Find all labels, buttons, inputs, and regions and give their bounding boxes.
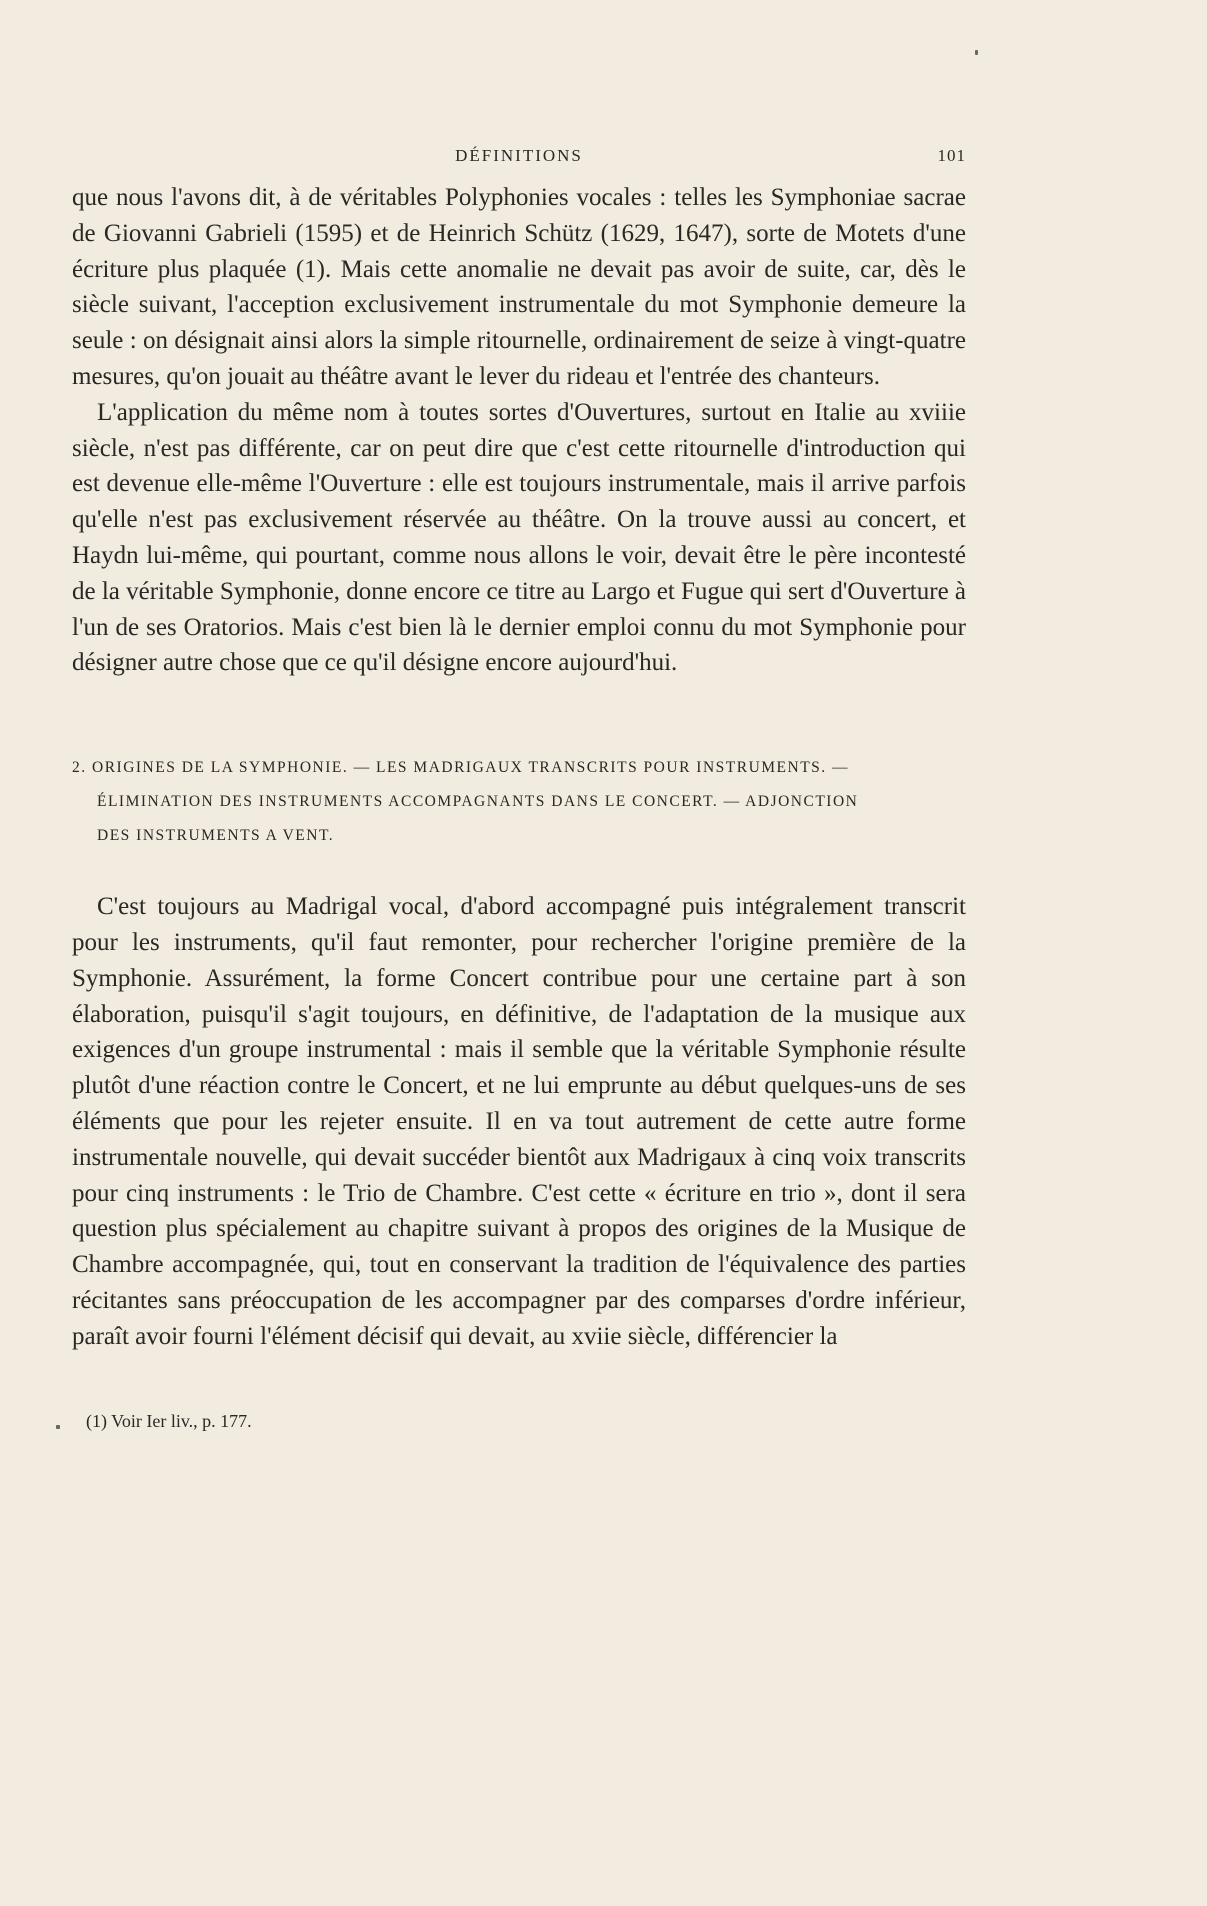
paper-speck bbox=[975, 50, 978, 55]
paper-speck bbox=[56, 1425, 60, 1429]
section-heading bbox=[72, 751, 966, 853]
running-title: DÉFINITIONS bbox=[455, 146, 583, 165]
page-number: 101 bbox=[937, 146, 966, 165]
paragraph-origines: C'est toujours au Madrigal vocal, d'abord accompagné puis intégralement transcrit pour les instruments, qu'il faut remonter, pour rechercher l'origine première de la Symphonie. Assurément, la forme Concert contribue pour une certaine part à son élaboration, puisqu'il s'agit toujours, en définitive, de l'adaptation de la musique aux exigences d'un groupe instrumental : mais il semble que la véritable Symphonie résulte plutôt d'une réaction contre le Concert, et ne lui emprunte au début quelques-uns de ses éléments que pour les rejeter ensuite. Il en va tout autrement de cette autre forme instrumentale nouvelle, qui devait succéder bientôt aux Madrigaux à cinq voix transcrits pour cinq instruments : le Trio de Chambre. C'est cette « écriture en trio », dont il sera question plus spécialement au chapitre suivant à propos des origines de la Musique de Chambre accompagnée, qui, tout en conservant la tradition de l'équivalence des parties récitantes sans préoccupation de les accompagner par des comparses d'ordre inférieur, paraît avoir fourni l'élément décisif qui devait, au xviie siècle, différencier la bbox=[72, 893, 966, 1350]
section-body bbox=[72, 889, 966, 1354]
section-heading-line-3: DES INSTRUMENTS A VENT. bbox=[97, 827, 335, 845]
page bbox=[72, 140, 966, 1432]
paragraph-continued: que nous l'avons dit, à de véritables Polyphonies vocales : telles les Symphoniae sacrae de Giovanni Gabrieli (1595) et de Heinrich Schütz (1629, 1647), sorte de Motets d'une écriture plus plaquée (1). Mais cette anomalie ne devait pas avoir de suite, car, dès le siècle suivant, l'acception exclusivement instrumentale du mot Symphonie demeure la seule : on désignait ainsi alors la simple ritournelle, ordinairement de seize à vingt-quatre mesures, qu'on jouait au théâtre avant le lever du rideau et l'entrée des chanteurs. bbox=[72, 184, 966, 390]
paragraph-ouvertures: L'application du même nom à toutes sortes d'Ouvertures, surtout en Italie au xviiie siècle, n'est pas différente, car on peut dire que c'est cette ritournelle d'introduction qui est devenue elle-même l'Ouverture : elle est toujours instrumentale, mais il arrive parfois qu'elle n'est pas exclusivement réservée au théâtre. On la trouve aussi au concert, et Haydn lui-même, qui pourtant, comme nous allons le voir, devait être le père incontesté de la véritable Symphonie, donne encore ce titre au Largo et Fugue qui sert d'Ouverture à l'un de ses Oratorios. Mais c'est bien là le dernier emploi connu du mot Symphonie pour désigner autre chose que ce qu'il désigne encore aujourd'hui. bbox=[72, 398, 967, 677]
section-heading-line-2: ÉLIMINATION DES INSTRUMENTS ACCOMPAGNANTS DANS LE CONCERT. — ADJONCTION bbox=[97, 793, 859, 811]
footnote: (1) Voir Ier liv., p. 177. bbox=[86, 1410, 252, 1431]
section-heading-line-1: 2. ORIGINES DE LA SYMPHONIE. — LES MADRIGAUX TRANSCRITS POUR INSTRUMENTS. — bbox=[72, 759, 850, 777]
body-text bbox=[72, 180, 966, 681]
running-head bbox=[72, 140, 966, 180]
